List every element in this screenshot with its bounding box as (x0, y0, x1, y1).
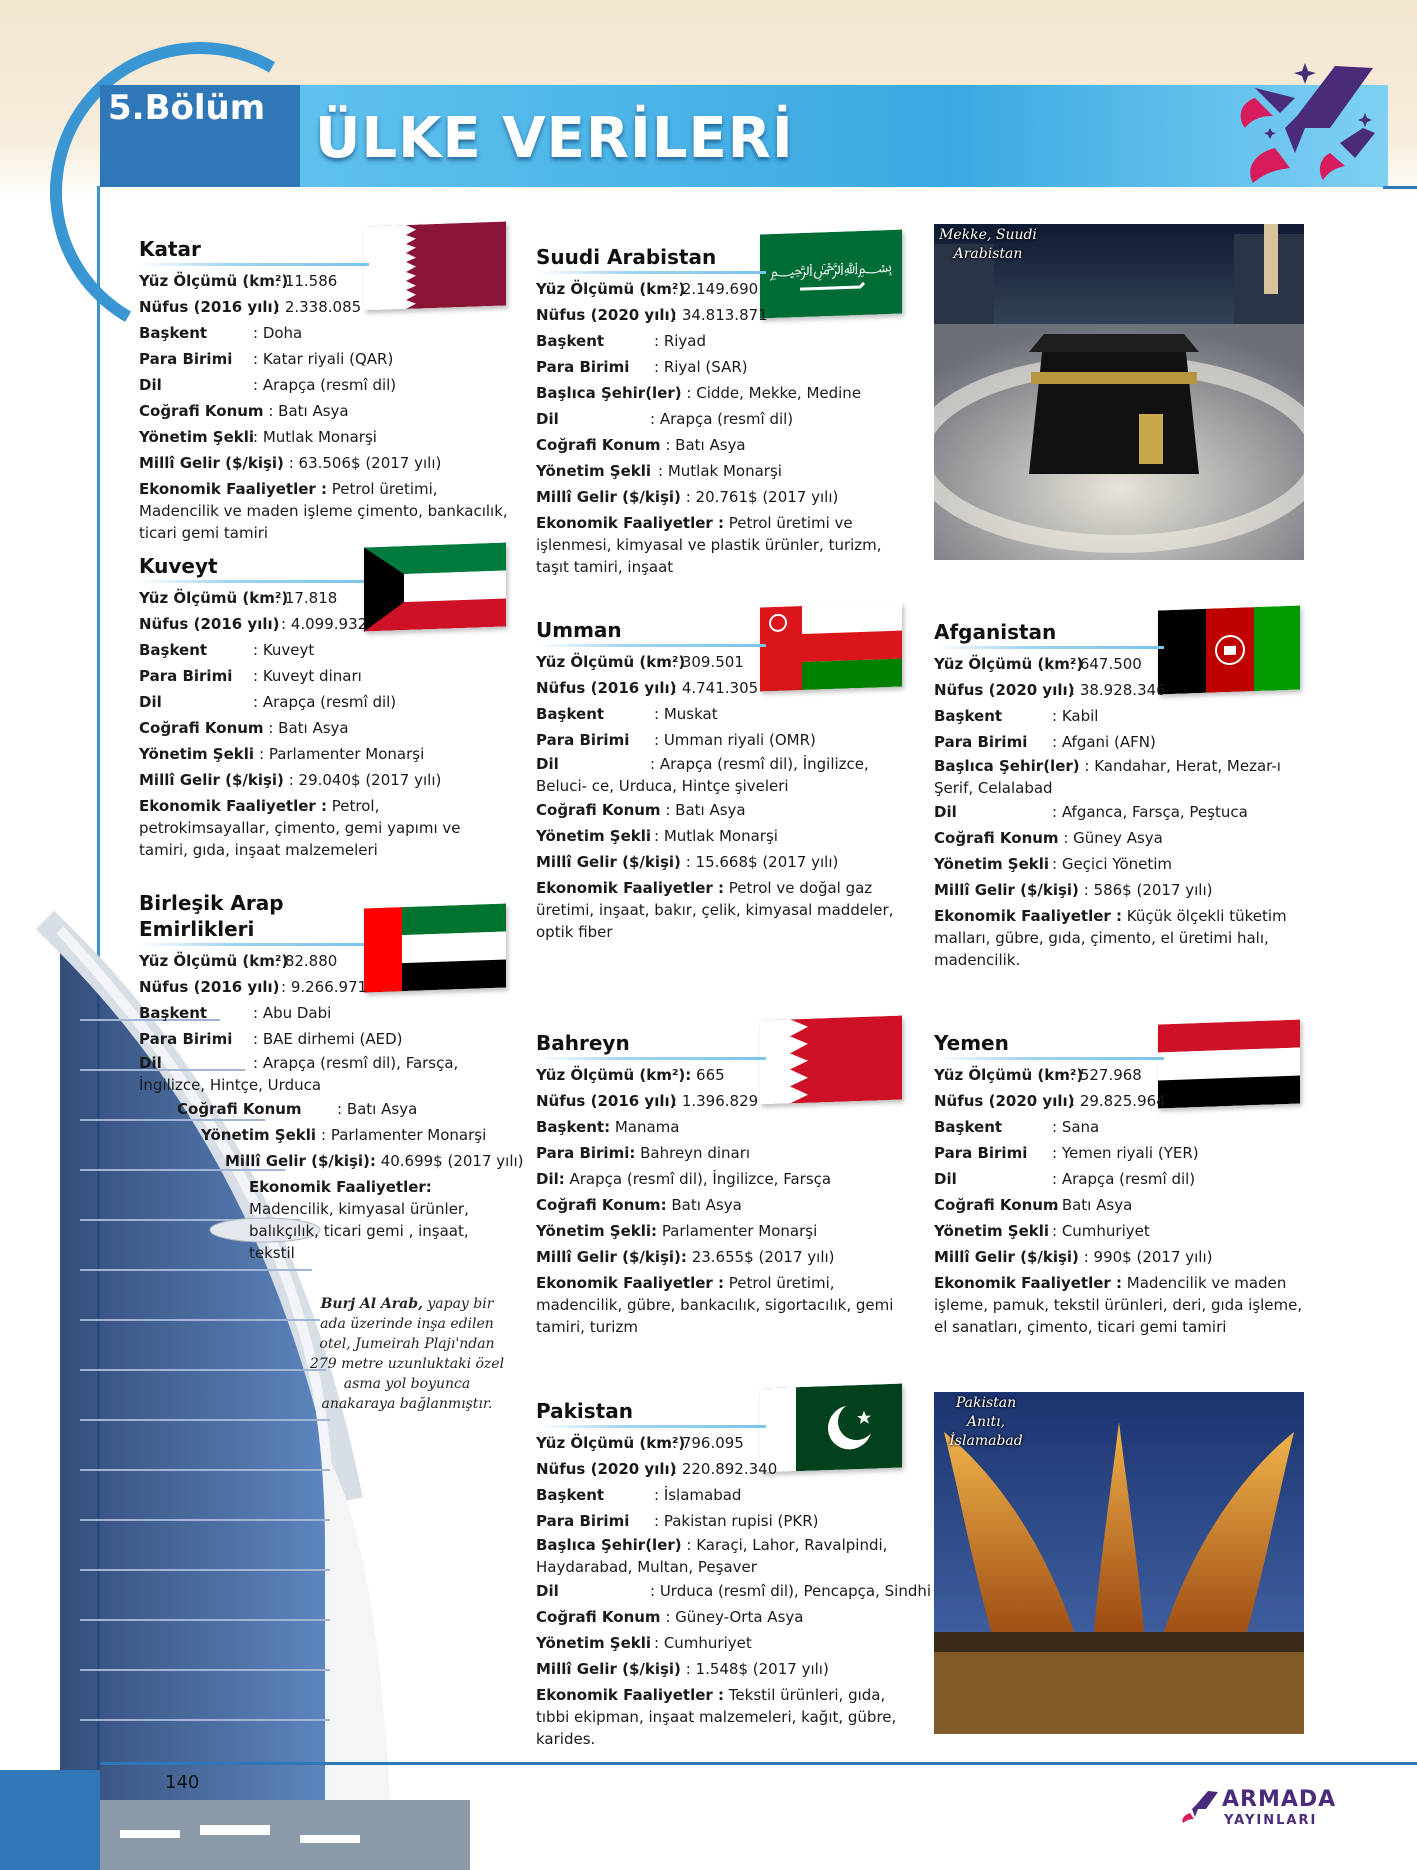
field-value: : Arapça (resmî dil) (650, 410, 794, 428)
field-value: : 11.586 (275, 272, 338, 290)
field-label: Nüfus (2020 yılı) (934, 681, 1075, 699)
field-label: Dil (536, 1582, 559, 1600)
field-value: : Doha (253, 324, 303, 342)
field-label: Yüz Ölçümü (km²) (139, 952, 289, 970)
brand-subtitle: YAYINLARI (1224, 1813, 1318, 1828)
field-value: : 17.818 (275, 589, 338, 607)
field-value: : Batı Asya (268, 719, 349, 737)
field-label: Başlıca Şehir(ler) (934, 757, 1080, 775)
country-name: Katar (139, 237, 201, 261)
field-label: Millî Gelir ($/kişi) (934, 881, 1079, 899)
field-value: : Pakistan rupisi (PKR) (654, 1512, 819, 1530)
brand-name: ARMADA (1222, 1787, 1337, 1812)
publisher-logo (1180, 1785, 1337, 1835)
field-label: Dil (934, 1170, 957, 1188)
country-afganistan (934, 619, 1304, 971)
field-value: : 20.761$ (2017 yılı) (685, 488, 839, 506)
field-value: : Kandahar, Herat, Mezar-ı Şerif, Celalabad (934, 757, 1281, 797)
field-label: Yönetim Şekli (536, 462, 652, 480)
field-label: Başkent (934, 1118, 1003, 1136)
field-value: : Parlamenter Monarşi (259, 745, 425, 763)
star-icon (1294, 63, 1316, 84)
page-number: 140 (165, 1772, 200, 1793)
page-title: ÜLKE VERİLERİ (315, 106, 794, 171)
field-label: Millî Gelir ($/kişi): (536, 1248, 687, 1266)
field-value: Arapça (resmî dil), İngilizce, Farsça (564, 1170, 832, 1188)
field-label: Yönetim Şekli (536, 1634, 652, 1652)
econ-value: Petrol ve doğal gaz üretimi, inşaat, bakır, çelik, kimyasal maddeler, optik fiber (536, 879, 894, 941)
field-label: Dil (536, 755, 559, 773)
field-label: Dil (139, 1054, 162, 1072)
field-label: Başkent (139, 1004, 208, 1022)
field-value: : Cidde, Mekke, Medine (686, 384, 862, 402)
field-label: Para Birimi (934, 733, 1028, 751)
field-value: : Arapça (resmî dil) (1052, 1170, 1196, 1188)
field-value: : Batı Asya (268, 402, 349, 420)
econ-label: Ekonomik Faaliyetler : (536, 1686, 725, 1704)
country-name: Suudi Arabistan (536, 245, 717, 269)
title-underline (536, 271, 766, 274)
field-label: Nüfus (2016 yılı) (536, 1092, 677, 1110)
field-label: Coğrafi Konum (934, 1196, 1059, 1214)
field-label: Coğrafi Konum (536, 1608, 661, 1626)
title-underline (139, 580, 364, 583)
field-value: : Kabil (1052, 707, 1099, 725)
field-label: Millî Gelir ($/kişi) (536, 488, 681, 506)
field-label: Para Birimi (934, 1144, 1028, 1162)
field-label: Millî Gelir ($/kişi) (536, 853, 681, 871)
field-value: : 4.099.932 (281, 615, 368, 633)
header-rule (1383, 186, 1417, 189)
field-label: Dil: (536, 1170, 565, 1188)
field-label: Coğrafi Konum (139, 719, 264, 737)
field-label: Yüz Ölçümü (km²) (536, 1434, 686, 1452)
field-label: Başkent (139, 641, 208, 659)
field-value: : Afganca, Farsça, Peştuca (1052, 803, 1248, 821)
field-value: : Sana (1052, 1118, 1100, 1136)
field-value: : Mutlak Monarşi (253, 428, 377, 446)
field-value: : Abu Dabi (253, 1004, 332, 1022)
field-value: 23.655$ (2017 yılı) (686, 1248, 835, 1266)
field-label: Para Birimi (139, 350, 233, 368)
field-label: Nüfus (2016 yılı) (139, 978, 280, 996)
footer-rule (100, 1762, 1417, 1765)
econ-value: Petrol, petrokimsayallar, çimento, gemi yapımı ve tamiri, gıda, inşaat malzemeleri (139, 797, 461, 859)
field-value: : 29.825.964 (1070, 1092, 1166, 1110)
field-label: Coğrafi Konum (536, 436, 661, 454)
footer-corner (0, 1770, 100, 1870)
econ-value: Tekstil ürünleri, gıda, tıbbi ekipman, inşaat malzemeleri, kağıt, gübre, karides. (536, 1686, 897, 1748)
field-value: : Riyad (654, 332, 707, 350)
field-label: Nüfus (2020 yılı) (536, 1460, 677, 1478)
field-label: Millî Gelir ($/kişi) (139, 771, 284, 789)
field-label: Coğrafi Konum: (536, 1196, 667, 1214)
field-value: Parlamenter Monarşi (657, 1222, 818, 1240)
field-label: Yüz Ölçümü (km²) (934, 1066, 1084, 1084)
field-value: : Arapça (resmî dil), Farsça, İngilizce, Hintçe, Urduca (139, 1054, 459, 1094)
field-value: : 63.506$ (2017 yılı) (288, 454, 442, 472)
field-label: Para Birimi: (536, 1144, 636, 1162)
field-label: Yüz Ölçümü (km²) (934, 655, 1084, 673)
econ-label: Ekonomik Faaliyetler : (139, 797, 328, 815)
econ-label: Ekonomik Faaliyetler: (249, 1178, 432, 1196)
field-value: : Karaçi, Lahor, Ravalpindi, Haydarabad, Multan, Peşaver (536, 1536, 888, 1576)
burj-caption-bold: Burj Al Arab, (320, 1296, 423, 1312)
field-value: : 1.396.829 (672, 1092, 759, 1110)
field-label: Yönetim Şekli (536, 827, 652, 845)
field-value: : Katar riyali (QAR) (253, 350, 394, 368)
field-value: : Batı Asya (665, 436, 746, 454)
field-label: Coğrafi Konum (177, 1100, 302, 1118)
field-label: Nüfus (2016 yılı) (536, 679, 677, 697)
country-bae (139, 890, 524, 1264)
field-value: : Riyal (SAR) (654, 358, 748, 376)
field-value: : Arapça (resmî dil) (253, 693, 397, 711)
field-value: Manama (610, 1118, 680, 1136)
section-label: 5.Bölüm (108, 88, 266, 128)
econ-value: Madencilik, kimyasal ürünler, balıkçılık, ticari gemi , inşaat, tekstil (249, 1200, 469, 1262)
field-value: : 990$ (2017 yılı) (1083, 1248, 1213, 1266)
field-label: Para Birimi (536, 731, 630, 749)
field-label: Yüz Ölçümü (km²) (536, 280, 686, 298)
field-label: Başkent (536, 1486, 605, 1504)
monument-caption: Pakistan Anıtı, İslamabad (949, 1395, 1023, 1449)
field-label: Başkent (139, 324, 208, 342)
field-value: 665 (691, 1066, 725, 1084)
rocket-icon (1235, 58, 1385, 188)
field-value: : BAE dirhemi (AED) (253, 1030, 403, 1048)
field-label: Yönetim Şekli (934, 855, 1050, 873)
field-value: 40.699$ (2017 yılı) (375, 1152, 524, 1170)
field-label: Başkent: (536, 1118, 611, 1136)
country-name: Kuveyt (139, 554, 218, 578)
field-label: Başkent (536, 705, 605, 723)
econ-value: Petrol üretimi ve işlenmesi, kimyasal ve plastik ürünler, turizm, taşıt tamiri, inşaat (536, 514, 882, 576)
field-label: Başlıca Şehir(ler) (536, 1536, 682, 1554)
field-value: : Kuveyt (253, 641, 315, 659)
field-value: : Güney Asya (1063, 829, 1163, 847)
field-value: : Mutlak Monarşi (658, 462, 782, 480)
field-value: : 220.892.340 (672, 1460, 778, 1478)
field-label: Başkent (934, 707, 1003, 725)
field-label: Başlıca Şehir(ler) (536, 384, 682, 402)
field-value: : Batı Asya (665, 801, 746, 819)
mecca-caption: Mekke, Suudi Arabistan (939, 227, 1037, 262)
field-value: : 586$ (2017 yılı) (1083, 881, 1213, 899)
econ-label: Ekonomik Faaliyetler : (536, 1274, 725, 1292)
country-yemen (934, 1030, 1304, 1338)
title-underline (536, 1425, 766, 1428)
field-value: : Arapça (resmî dil), İngilizce, Beluci- ce, Urduca, Hintçe şiveleri (536, 755, 869, 795)
burj-caption (308, 1294, 506, 1414)
svg-text:﷽: ﷽ (769, 256, 893, 281)
econ-value: Petrol üretimi, Madencilik ve maden işleme çimento, bankacılık, ticari gemi tamiri (139, 480, 508, 542)
field-value: : Batı Asya (1052, 1196, 1133, 1214)
econ-label: Ekonomik Faaliyetler : (536, 879, 725, 897)
country-bahreyn (536, 1030, 902, 1338)
field-value: : 647.500 (1070, 655, 1142, 673)
rocket-icon (1180, 1789, 1220, 1825)
econ-label: Ekonomik Faaliyetler : (934, 907, 1123, 925)
field-label: Coğrafi Konum (934, 829, 1059, 847)
field-value: : Umman riyali (OMR) (654, 731, 816, 749)
field-label: Millî Gelir ($/kişi) (934, 1248, 1079, 1266)
field-value: : 29.040$ (2017 yılı) (288, 771, 442, 789)
title-underline (139, 263, 369, 266)
field-label: Nüfus (2020 yılı) (536, 306, 677, 324)
country-suudi (536, 244, 898, 578)
field-value: : 2.149.690 (672, 280, 759, 298)
field-label: Dil (139, 693, 162, 711)
field-label: Yönetim Şekli (934, 1222, 1050, 1240)
field-value: : Afgani (AFN) (1052, 733, 1156, 751)
field-label: Yönetim Şekli (201, 1126, 317, 1144)
field-label: Coğrafi Konum (139, 402, 264, 420)
country-name: Umman (536, 618, 622, 642)
field-label: Yüz Ölçümü (km²): (536, 1066, 692, 1084)
field-value: : 2.338.085 (275, 298, 362, 316)
country-name: Birleşik Arap Emirlikleri (139, 891, 284, 941)
econ-label: Ekonomik Faaliyetler : (536, 514, 725, 532)
title-underline (934, 646, 1164, 649)
field-value: : Mutlak Monarşi (654, 827, 778, 845)
field-value: : Yemen riyali (YER) (1052, 1144, 1199, 1162)
field-value: : İslamabad (654, 1486, 742, 1504)
field-value: : 4.741.305 (672, 679, 759, 697)
field-value: Batı Asya (666, 1196, 742, 1214)
field-value: : Güney-Orta Asya (665, 1608, 804, 1626)
field-value: : 527.968 (1070, 1066, 1142, 1084)
kaaba-image (934, 224, 1304, 560)
field-label: Başkent (536, 332, 605, 350)
field-value: : 309.501 (672, 653, 744, 671)
econ-value: Petrol üretimi, madencilik, gübre, bankacılık, sigortacılık, gemi tamiri, turizm (536, 1274, 894, 1336)
field-label: Yönetim Şekli (139, 745, 255, 763)
field-label: Dil (139, 376, 162, 394)
field-value: : 82.880 (275, 952, 338, 970)
country-kuveyt (139, 553, 509, 861)
field-value: : Kuveyt dinarı (253, 667, 362, 685)
field-value: : Arapça (resmî dil) (253, 376, 397, 394)
field-value: : 38.928.346 (1070, 681, 1166, 699)
field-value: : 15.668$ (2017 yılı) (685, 853, 839, 871)
country-umman (536, 617, 902, 943)
field-label: Nüfus (2016 yılı) (139, 298, 280, 316)
country-name: Yemen (934, 1031, 1009, 1055)
field-label: Coğrafi Konum (536, 801, 661, 819)
field-label: Yönetim Şekli: (536, 1222, 658, 1240)
field-label: Para Birimi (536, 358, 630, 376)
field-label: Para Birimi (139, 667, 233, 685)
title-underline (934, 1057, 1164, 1060)
field-value: : Cumhuriyet (1052, 1222, 1150, 1240)
title-underline (536, 1057, 766, 1060)
field-value: : Batı Asya (337, 1100, 418, 1118)
country-name: Pakistan (536, 1399, 633, 1423)
field-value: : Parlamenter Monarşi (321, 1126, 487, 1144)
field-label: Yönetim Şekli (139, 428, 255, 446)
field-value: : 9.266.971 (281, 978, 368, 996)
field-value: : Cumhuriyet (654, 1634, 752, 1652)
field-label: Yüz Ölçümü (km²) (139, 272, 289, 290)
field-label: Nüfus (2016 yılı) (139, 615, 280, 633)
field-label: Millî Gelir ($/kişi) (139, 454, 284, 472)
field-value: : Urduca (resmî dil), Pencapça, Sindhi (650, 1582, 932, 1600)
field-label: Yüz Ölçümü (km²) (536, 653, 686, 671)
econ-value: Küçük ölçekli tüketim malları, gübre, gıda, çimento, el üretimi halı, madencilik. (934, 907, 1287, 969)
field-value: : 1.548$ (2017 yılı) (685, 1660, 829, 1678)
title-underline (536, 644, 766, 647)
field-value: : Muskat (654, 705, 718, 723)
mecca-photo (934, 224, 1304, 560)
field-label: Yüz Ölçümü (km²) (139, 589, 289, 607)
country-katar (139, 236, 509, 544)
pakistan-monument-photo (934, 1392, 1304, 1734)
field-label: Nüfus (2020 yılı) (934, 1092, 1075, 1110)
field-label: Para Birimi (536, 1512, 630, 1530)
econ-label: Ekonomik Faaliyetler : (139, 480, 328, 498)
field-label: Dil (934, 803, 957, 821)
country-name: Bahreyn (536, 1031, 630, 1055)
field-label: Millî Gelir ($/kişi) (536, 1660, 681, 1678)
field-value: : Geçici Yönetim (1052, 855, 1173, 873)
burj-caption-text: yapay bir ada üzerinde inşa edilen otel, Jumeirah Plajı'ndan 279 metre uzunluktaki özel asma yol boyunca anakaraya bağlanmıştır. (309, 1296, 505, 1412)
field-label: Para Birimi (139, 1030, 233, 1048)
field-label: Dil (536, 410, 559, 428)
field-value: Bahreyn dinarı (635, 1144, 751, 1162)
title-underline (139, 943, 364, 946)
country-name: Afganistan (934, 620, 1057, 644)
econ-label: Ekonomik Faaliyetler : (934, 1274, 1123, 1292)
field-value: : 796.095 (672, 1434, 744, 1452)
econ-value: Madencilik ve maden işleme, pamuk, tekstil ürünleri, deri, gıda işleme, el sanatları, çimento, ticari gemi tamiri (934, 1274, 1303, 1336)
country-pakistan (536, 1398, 932, 1750)
field-value: : 34.813.871 (672, 306, 768, 324)
field-label: Millî Gelir ($/kişi): (225, 1152, 376, 1170)
